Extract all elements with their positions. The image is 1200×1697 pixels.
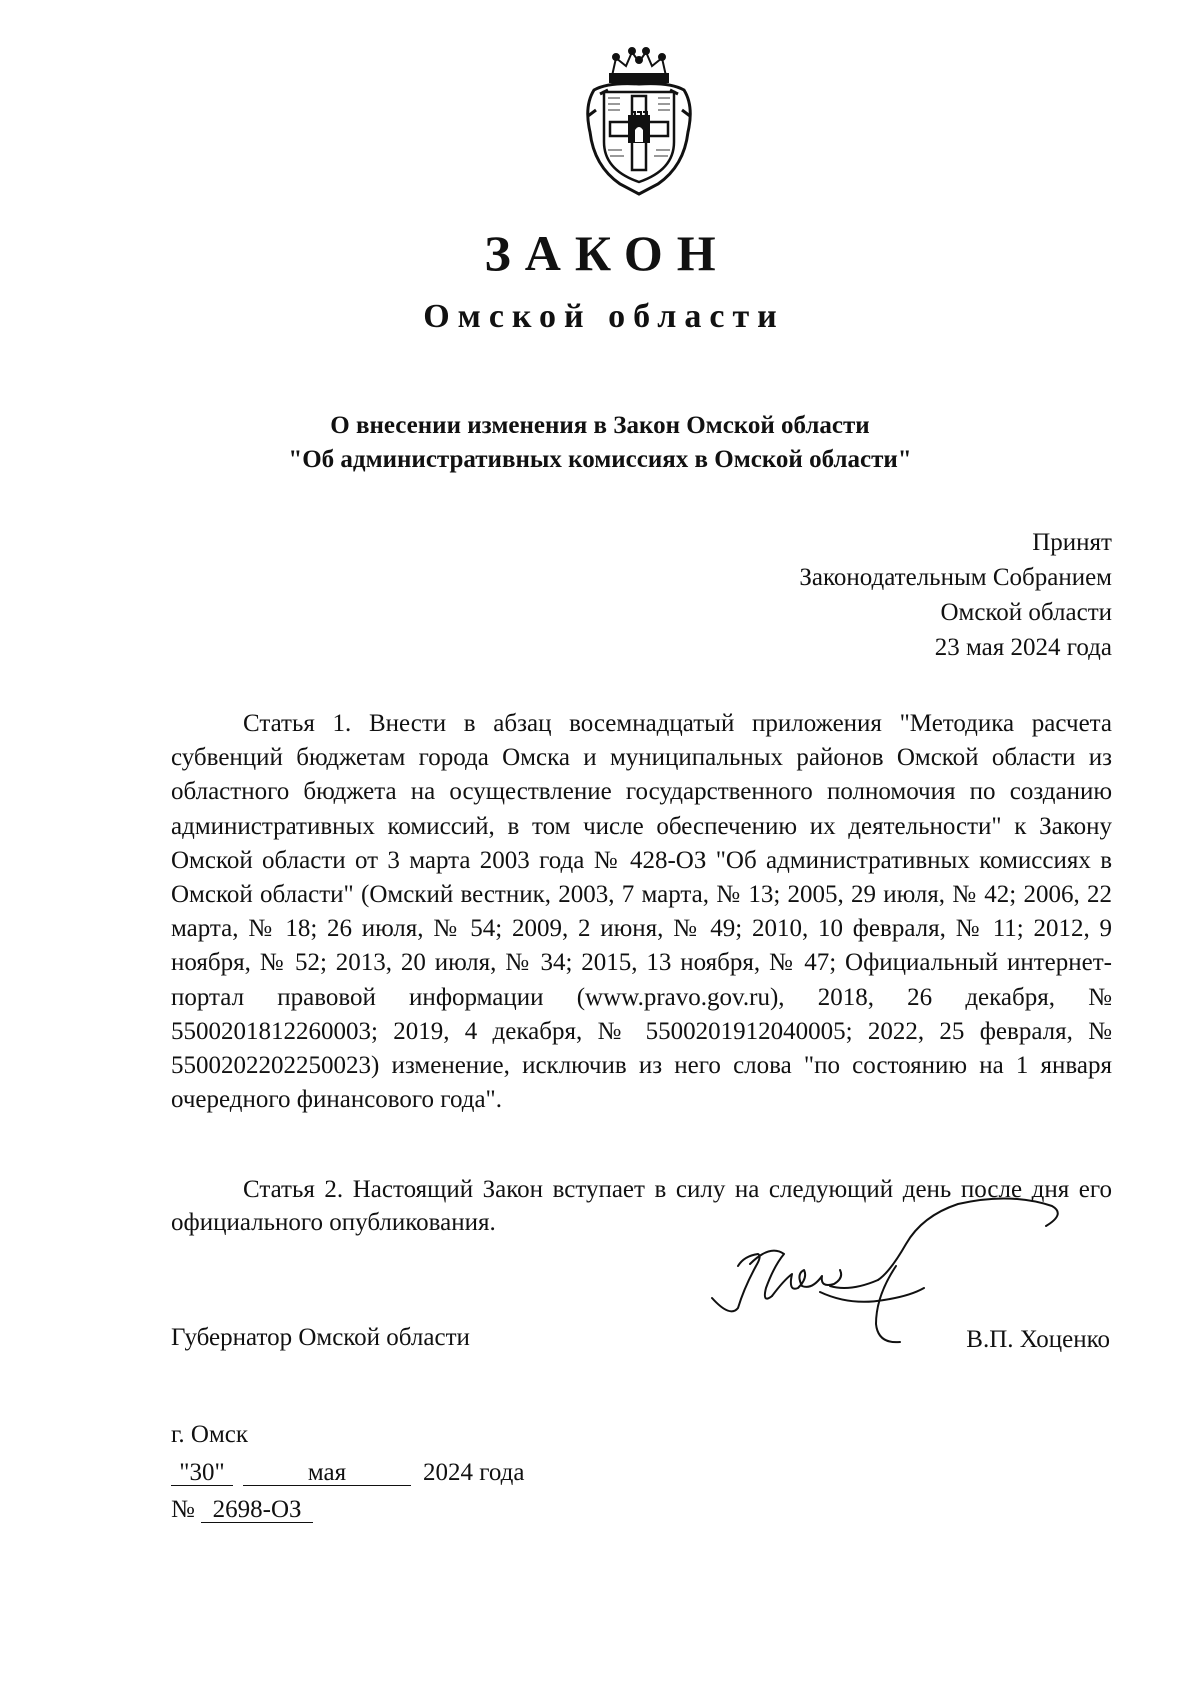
date-year: 2024 года [423,1459,525,1486]
signing-city: г. Омск [171,1421,249,1448]
date-day: 30 [189,1459,215,1486]
article-1-paragraph: Статья 1. Внести в абзац восемнадцатый приложения "Методика расчета субвенций бюджетам города Омска и муниципальных районов Омской области из областного бюджета на осуществление государственного полномочия по созданию административных комиссий, в том числе обеспечению их деятельности" к Закону Омской области от 3 марта 2003 года № 428-ОЗ "Об административных комиссиях в Омской области" (Омский вестник, 2003, 7 марта, № 13; 2005, 29 июля, № 42; 2006, 22 марта, № 18; 26 июля, № 54; 2009, 2 июня, № 49; 2010, 10 февраля, № 11; 2012, 9 ноября, № 52; 2013, 20 июля, № 34; 2015, 13 ноября, № 47; Официальный интернет-портал правовой информации (www.pravo.gov.ru), 2018, 26 декабря, № 5500201812260003; 2019, 4 декабря, № 5500201912040005; 2022, 25 февраля, № 5500202202250023) изменение, исключив из него слова "по состоянию на 1 января очередного финансового года". [171,710,1112,1114]
law-heading-line-2: "Об административных комиссиях в Омской области" [288,446,912,473]
document-title: ЗАКОН [484,225,730,281]
law-number [171,1497,313,1523]
number-value: 2698-ОЗ [201,1498,313,1523]
date-month: мая [243,1461,411,1486]
adopted-date: 23 мая 2024 года [934,634,1112,661]
law-heading-line-1: О внесении изменения в Закон Омской области [330,412,870,439]
adopted-line-2: Законодательным Собранием [799,564,1112,591]
number-label: № [171,1496,195,1523]
adopted-line-3: Омской области [940,599,1112,626]
date-day-field: "30" [171,1461,233,1486]
adopted-line-1: Принят [1032,529,1112,556]
signatory-name: В.П. Хоценко [966,1326,1110,1353]
handwritten-signature [700,1196,1100,1346]
article-2-paragraph: Статья 2. Настоящий Закон вступает в силу на следующий день после дня его официального опубликования. [171,1176,1112,1236]
coat-of-arms-icon [580,46,698,196]
document-subtitle: Омской области [423,298,785,335]
signing-date [171,1460,524,1486]
signatory-position: Губернатор Омской области [171,1324,470,1351]
